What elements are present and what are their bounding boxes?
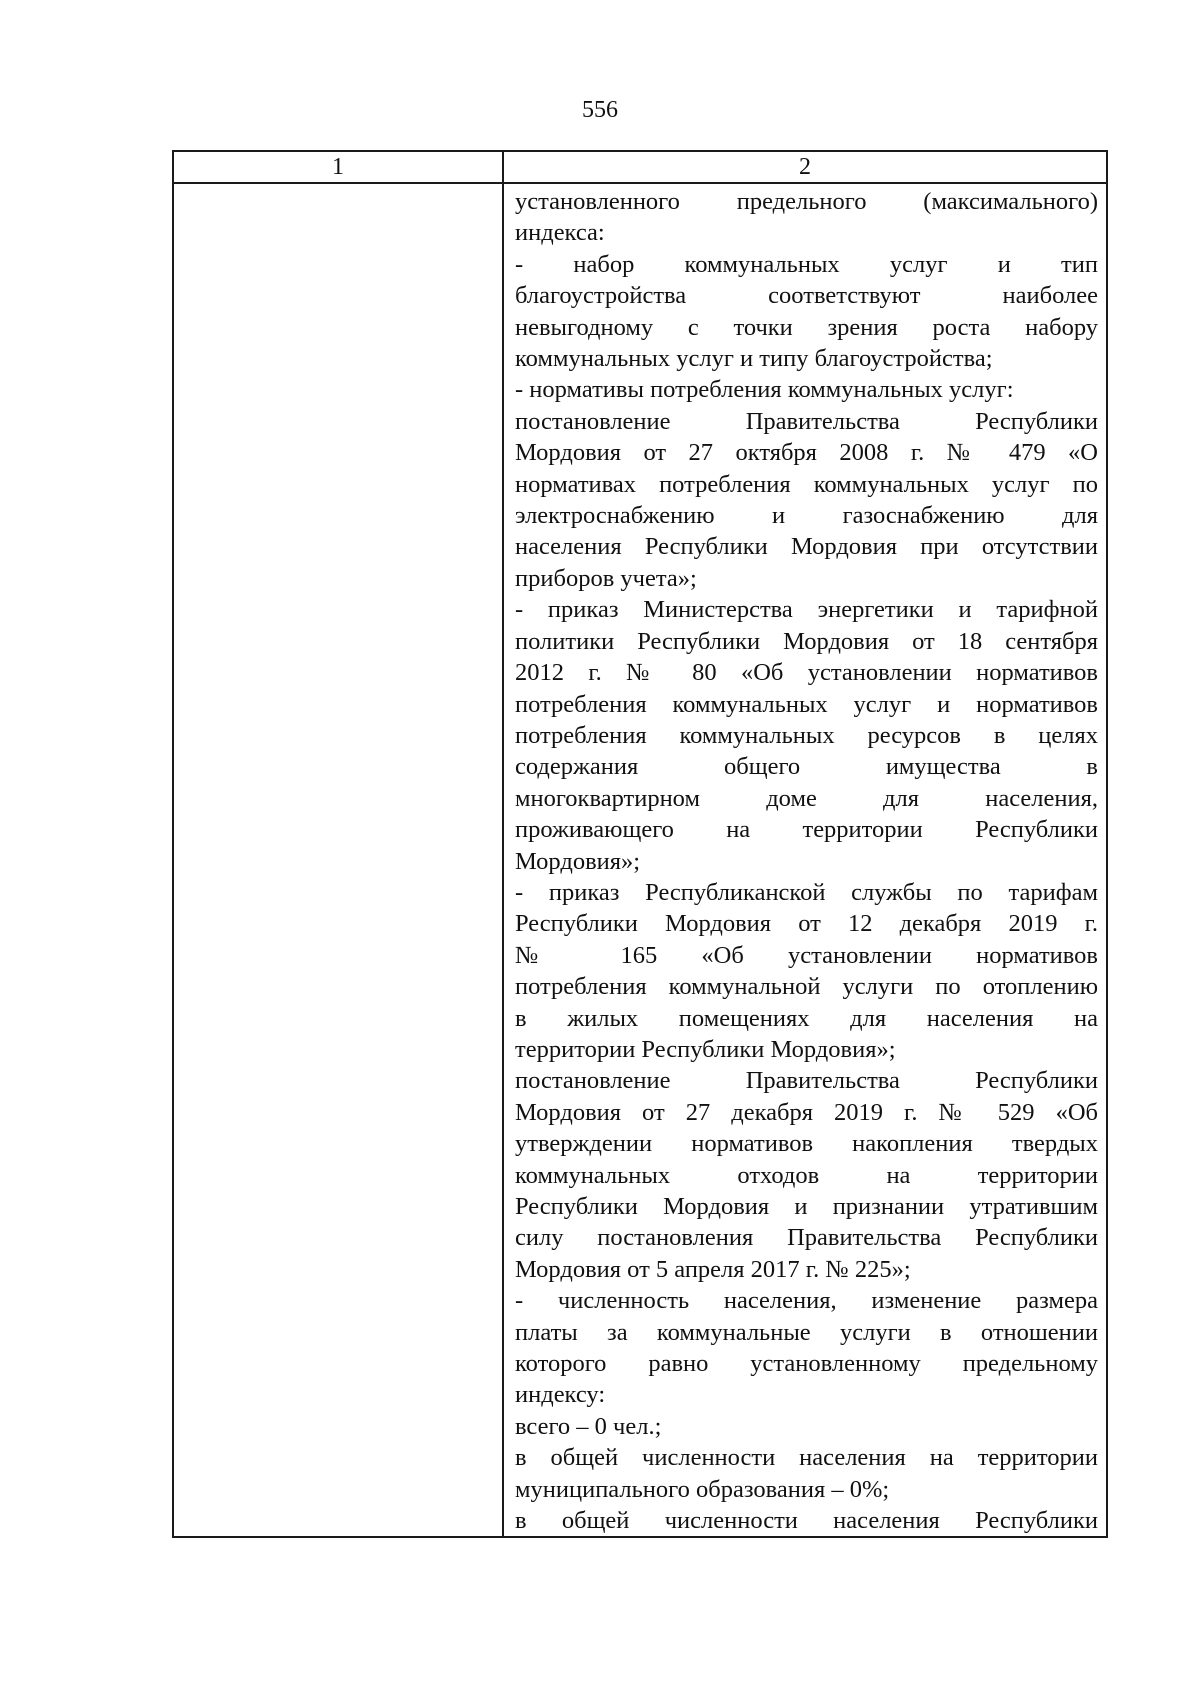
column2-text-block xyxy=(504,184,1106,1536)
text-line: муниципального образования – 0%; xyxy=(515,1475,890,1503)
text-line: многоквартирном доме для населения, xyxy=(515,784,1098,812)
text-line: - нормативы потребления коммунальных услуг: xyxy=(515,376,1014,404)
text-line: индексу: xyxy=(515,1381,606,1409)
text-line: населения Республики Мордовия при отсутствии xyxy=(515,533,1098,561)
text-line: Мордовия от 27 декабря 2019 г. № 529 «Об xyxy=(515,1098,1098,1126)
text-line: проживающего на территории Республики xyxy=(515,816,1098,844)
text-line: - численность населения, изменение размера xyxy=(515,1287,1098,1315)
text-line: в общей численности населения Республики xyxy=(515,1507,1098,1535)
column1-cell xyxy=(173,183,503,1537)
text-line: установленного предельного (максимального) xyxy=(515,188,1098,215)
text-line: коммунальных отходов на территории xyxy=(515,1161,1098,1189)
text-line: потребления коммунальных ресурсов в целях xyxy=(515,721,1098,749)
document-table xyxy=(172,150,1108,1538)
text-line: в жилых помещениях для населения на xyxy=(515,1004,1098,1032)
text-line: - приказ Министерства энергетики и тарифной xyxy=(515,596,1098,624)
column2-cell xyxy=(503,183,1107,1537)
column-header-1: 1 xyxy=(173,151,503,183)
text-line: невыгодному с точки зрения роста набору xyxy=(515,313,1098,341)
page-number: 556 xyxy=(582,97,618,123)
text-line: коммунальных услуг и типу благоустройства; xyxy=(515,345,993,373)
text-line: 2012 г. № 80 «Об установлении нормативов xyxy=(515,659,1098,687)
text-line: постановление Правительства Республики xyxy=(515,407,1098,435)
text-line: территории Республики Мордовия»; xyxy=(515,1035,896,1063)
table-row xyxy=(173,183,1107,1537)
text-line: платы за коммунальные услуги в отношении xyxy=(515,1318,1098,1346)
text-line: приборов учета»; xyxy=(515,564,697,592)
text-line: - набор коммунальных услуг и тип xyxy=(515,250,1098,278)
text-line: утверждении нормативов накопления твердых xyxy=(515,1130,1098,1158)
text-line: № 165 «Об установлении нормативов xyxy=(515,941,1098,969)
text-line: потребления коммунальной услуги по отоплению xyxy=(515,973,1098,1001)
text-line: Мордовия от 27 октября 2008 г. № 479 «О xyxy=(515,439,1098,467)
text-line: нормативах потребления коммунальных услуг по xyxy=(515,470,1098,498)
table-header-row xyxy=(173,151,1107,183)
text-line: силу постановления Правительства Республики xyxy=(515,1224,1098,1252)
text-line: Республики Мордовия и признании утратившим xyxy=(515,1193,1098,1220)
text-line: потребления коммунальных услуг и нормативов xyxy=(515,690,1098,718)
column-header-2: 2 xyxy=(503,151,1107,183)
text-line: всего – 0 чел.; xyxy=(515,1412,662,1440)
text-line: - приказ Республиканской службы по тарифам xyxy=(515,878,1098,906)
text-line: индекса: xyxy=(515,219,605,247)
text-line: содержания общего имущества в xyxy=(515,753,1098,781)
text-line: в общей численности населения на территории xyxy=(515,1444,1098,1472)
text-line: политики Республики Мордовия от 18 сентября xyxy=(515,627,1098,655)
text-line: электроснабжению и газоснабжению для xyxy=(515,502,1098,530)
text-line: Мордовия от 5 апреля 2017 г. № 225»; xyxy=(515,1255,911,1283)
text-line: Мордовия»; xyxy=(515,847,641,875)
text-line: Республики Мордовия от 12 декабря 2019 г. xyxy=(515,910,1098,938)
text-line: постановление Правительства Республики xyxy=(515,1067,1098,1095)
text-line: которого равно установленному предельному xyxy=(515,1350,1098,1378)
text-line: благоустройства соответствуют наиболее xyxy=(515,282,1098,310)
